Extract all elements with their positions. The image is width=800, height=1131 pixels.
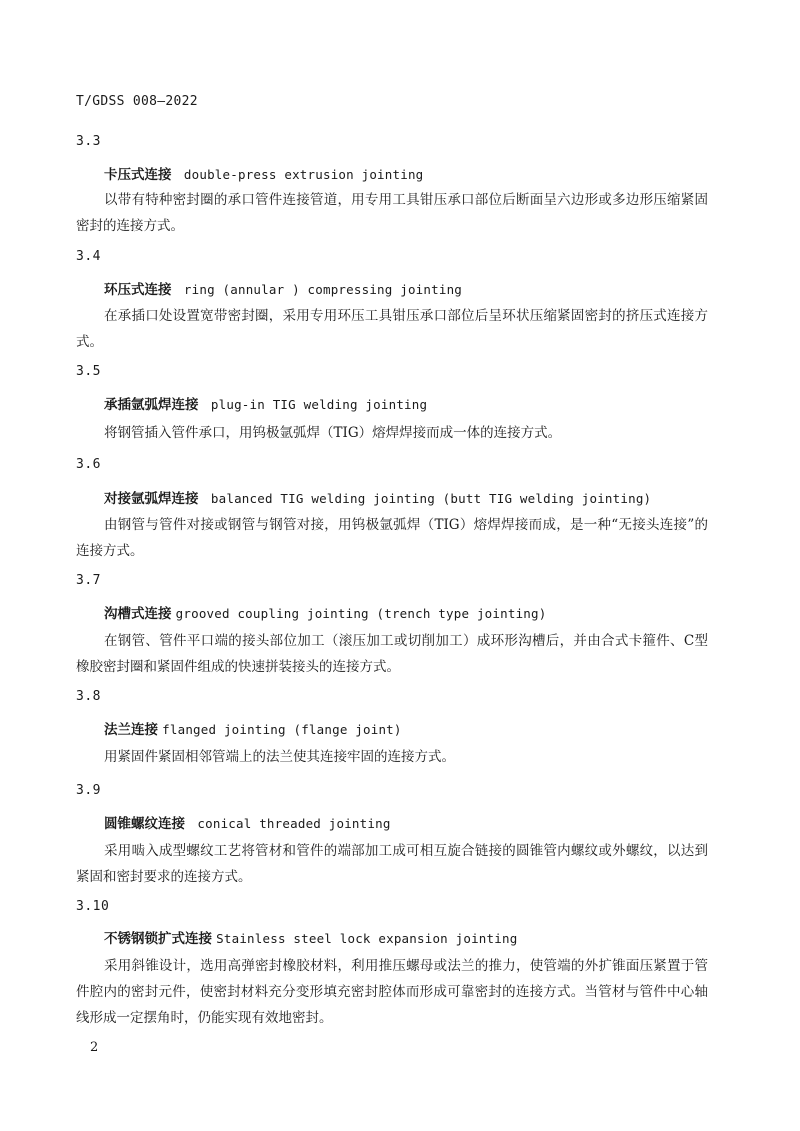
term-definition: 由钢管与管件对接或钢管与钢管对接，用钨极氩弧焊（TIG）熔焊焊接而成，是一种“无接头连接”的连接方式。: [76, 517, 708, 559]
document-code: T/GDSS 008—2022: [76, 94, 198, 109]
term-en: conical threaded jointing: [197, 816, 391, 831]
term-zh: 承插氩弧焊连接: [104, 397, 199, 413]
clause-number: 3.8: [76, 689, 101, 704]
term-zh: 不锈钢锁扩式连接: [104, 931, 212, 947]
term-en: ring (annular ) compressing jointing: [183, 282, 463, 297]
term-heading: [104, 602, 546, 622]
term-heading: [104, 718, 402, 738]
term-zh: 对接氩弧焊连接: [104, 491, 199, 507]
term-zh: 沟槽式连接: [104, 606, 172, 622]
term-zh: 圆锥螺纹连接: [104, 816, 185, 832]
clause-number: 3.6: [76, 457, 101, 472]
term-definition: 用紧固件紧固相邻管端上的法兰使其连接牢固的连接方式。: [104, 749, 455, 765]
clause-number: 3.10: [76, 899, 110, 914]
term-definition: 采用斜锥设计，选用高弹密封橡胶材料，利用推压螺母或法兰的推力，使管端的外扩锥面压紧置于管件腔内的密封元件，使密封材料充分变形填充密封腔体而形成可靠密封的连接方式。当管材与管件中心轴线形成一定摆角时，仍能实现有效地密封。: [76, 958, 708, 1026]
clause-number: 3.4: [76, 249, 101, 264]
term-heading: [104, 278, 462, 298]
term-definition: 将钢管插入管件承口，用钨极氩弧焊（TIG）熔焊焊接而成一体的连接方式。: [104, 425, 562, 441]
term-en: Stainless steel lock expansion jointing: [216, 931, 518, 946]
term-zh: 卡压式连接: [104, 167, 172, 183]
term-en: double-press extrusion jointing: [183, 167, 424, 182]
term-zh: 法兰连接: [104, 722, 158, 738]
term-en: balanced TIG welding jointing (butt TIG welding jointing): [210, 491, 652, 506]
term-heading: [104, 812, 391, 832]
term-definition: 在钢管、管件平口端的接头部位加工（滚压加工或切削加工）成环形沟槽后，并由合式卡箍件、C型橡胶密封圈和紧固件组成的快速拼装接头的连接方式。: [76, 633, 708, 675]
term-zh: 环压式连接: [104, 282, 172, 298]
page-number: 2: [90, 1040, 99, 1055]
clause-number: 3.7: [76, 573, 101, 588]
term-heading: [104, 163, 423, 183]
clause-number: 3.5: [76, 364, 101, 379]
term-definition: 采用啮入成型螺纹工艺将管材和管件的端部加工成可相互旋合链接的圆锥管内螺纹或外螺纹，以达到紧固和密封要求的连接方式。: [76, 843, 708, 885]
term-en: plug-in TIG welding jointing: [210, 397, 428, 412]
term-definition: 在承插口处设置宽带密封圈，采用专用环压工具钳压承口部位后呈环状压缩紧固密封的挤压式连接方式。: [76, 308, 708, 350]
term-heading: [104, 393, 427, 413]
clause-number: 3.3: [76, 134, 101, 149]
term-en: grooved coupling jointing (trench type jointing): [175, 606, 547, 621]
term-heading: [104, 927, 517, 947]
term-en: flanged jointing (flange joint): [162, 722, 402, 737]
clause-number: 3.9: [76, 783, 101, 798]
term-definition: 以带有特种密封圈的承口管件连接管道，用专用工具钳压承口部位后断面呈六边形或多边形压缩紧固密封的连接方式。: [76, 192, 708, 234]
term-heading: [104, 487, 651, 507]
